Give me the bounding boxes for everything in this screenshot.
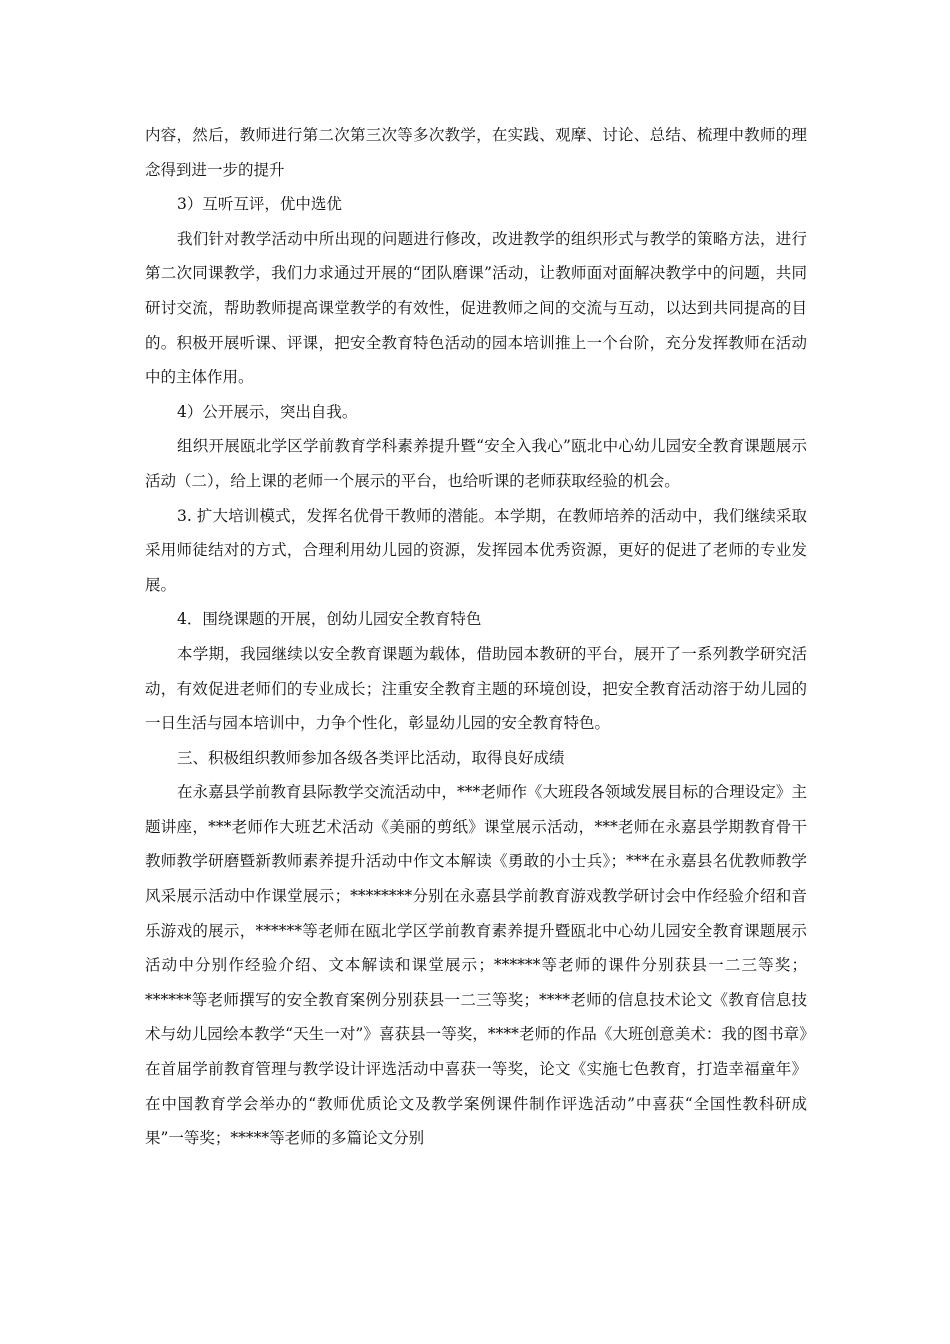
paragraph-10: 在永嘉县学前教育县际教学交流活动中，***老师作《大班段各领域发展目标的合理设定》主题讲座，***老师作大班艺术活动《美丽的剪纸》课堂展示活动，***老师在永嘉县学期教育骨干教师教学研磨暨新教师素养提升活动中作文本解读《勇敢的小士兵》；***在永嘉县名优教师教学风采展示活动中作课堂展示；********分别在永嘉县学前教育游戏教学研讨会中作经验介绍和音乐游戏的展示，******等老师在瓯北学区学前教育素养提升暨瓯北中心幼儿园安全教育课题展示活动中分别作经验介绍、文本解读和课堂展示；******等老师的课件分别获县一二三等奖；******等老师撰写的安全教育案例分别获县一二三等奖；****老师的信息技术论文《教育信息技术与幼儿园绘本教学“天生一对”》喜获县一等奖，****老师的作品《大班创意美术：我的图书章》在首届学前教育管理与教学设计评选活动中喜获一等奖，论文《实施七色教育，打造幸福童年》在中国教育学会举办的“教师优质论文及教学案例课件制作评选活动”中喜获“全国性教科研成果”一等奖；*****等老师的多篇论文分别 [145, 783, 807, 1148]
paragraph-6: 3. 扩大培训模式，发挥名优骨干教师的潜能。本学期，在教师培养的活动中，我们继续采取采用师徒结对的方式，合理利用幼儿园的资源，发挥园本优秀资源，更好的促进了老师的专业发展。 [145, 506, 807, 594]
paragraph-3: 我们针对教学活动中所出现的问题进行修改，改进教学的组织形式与教学的策略方法，进行第二次同课教学，我们力求通过开展的“团队磨课”活动，让教师面对面解决教学中的问题，共同研讨交流，帮助教师提高课堂教学的有效性，促进教师之间的交流与互动，以达到共同提高的目的。积极开展听课、评课，把安全教育特色活动的园本培训推上一个台阶，充分发挥教师在活动中的主体作用。 [145, 229, 807, 387]
paragraph-2: 3）互听互评，优中选优 [177, 195, 342, 214]
paragraph-5: 组织开展瓯北学区学前教育学科素养提升暨“安全入我心”瓯北中心幼儿园安全教育课题展示活动（二），给上课的老师一个展示的平台，也给听课的老师获取经验的机会。 [145, 437, 807, 490]
section-heading-3: 三、积极组织教师参加各级各类评比活动，取得良好成绩 [177, 748, 565, 767]
paragraph-8: 本学期，我园继续以安全教育课题为载体，借助园本教研的平台，展开了一系列教学研究活动，有效促进老师们的专业成长；注重安全教育主题的环境创设，把安全教育活动溶于幼儿园的一日生活与园本培训中，力争个性化，彰显幼儿园的安全教育特色。 [145, 644, 807, 733]
paragraph-1: 内容，然后，教师进行第二次第三次等多次教学，在实践、观摩、讨论、总结、梳理中教师的理念得到进一步的提升 [145, 126, 807, 179]
paragraph-4: 4）公开展示，突出自我。 [177, 402, 358, 421]
paragraph-7: 4．围绕课题的开展，创幼儿园安全教育特色 [177, 610, 482, 629]
document-body [145, 118, 807, 1156]
